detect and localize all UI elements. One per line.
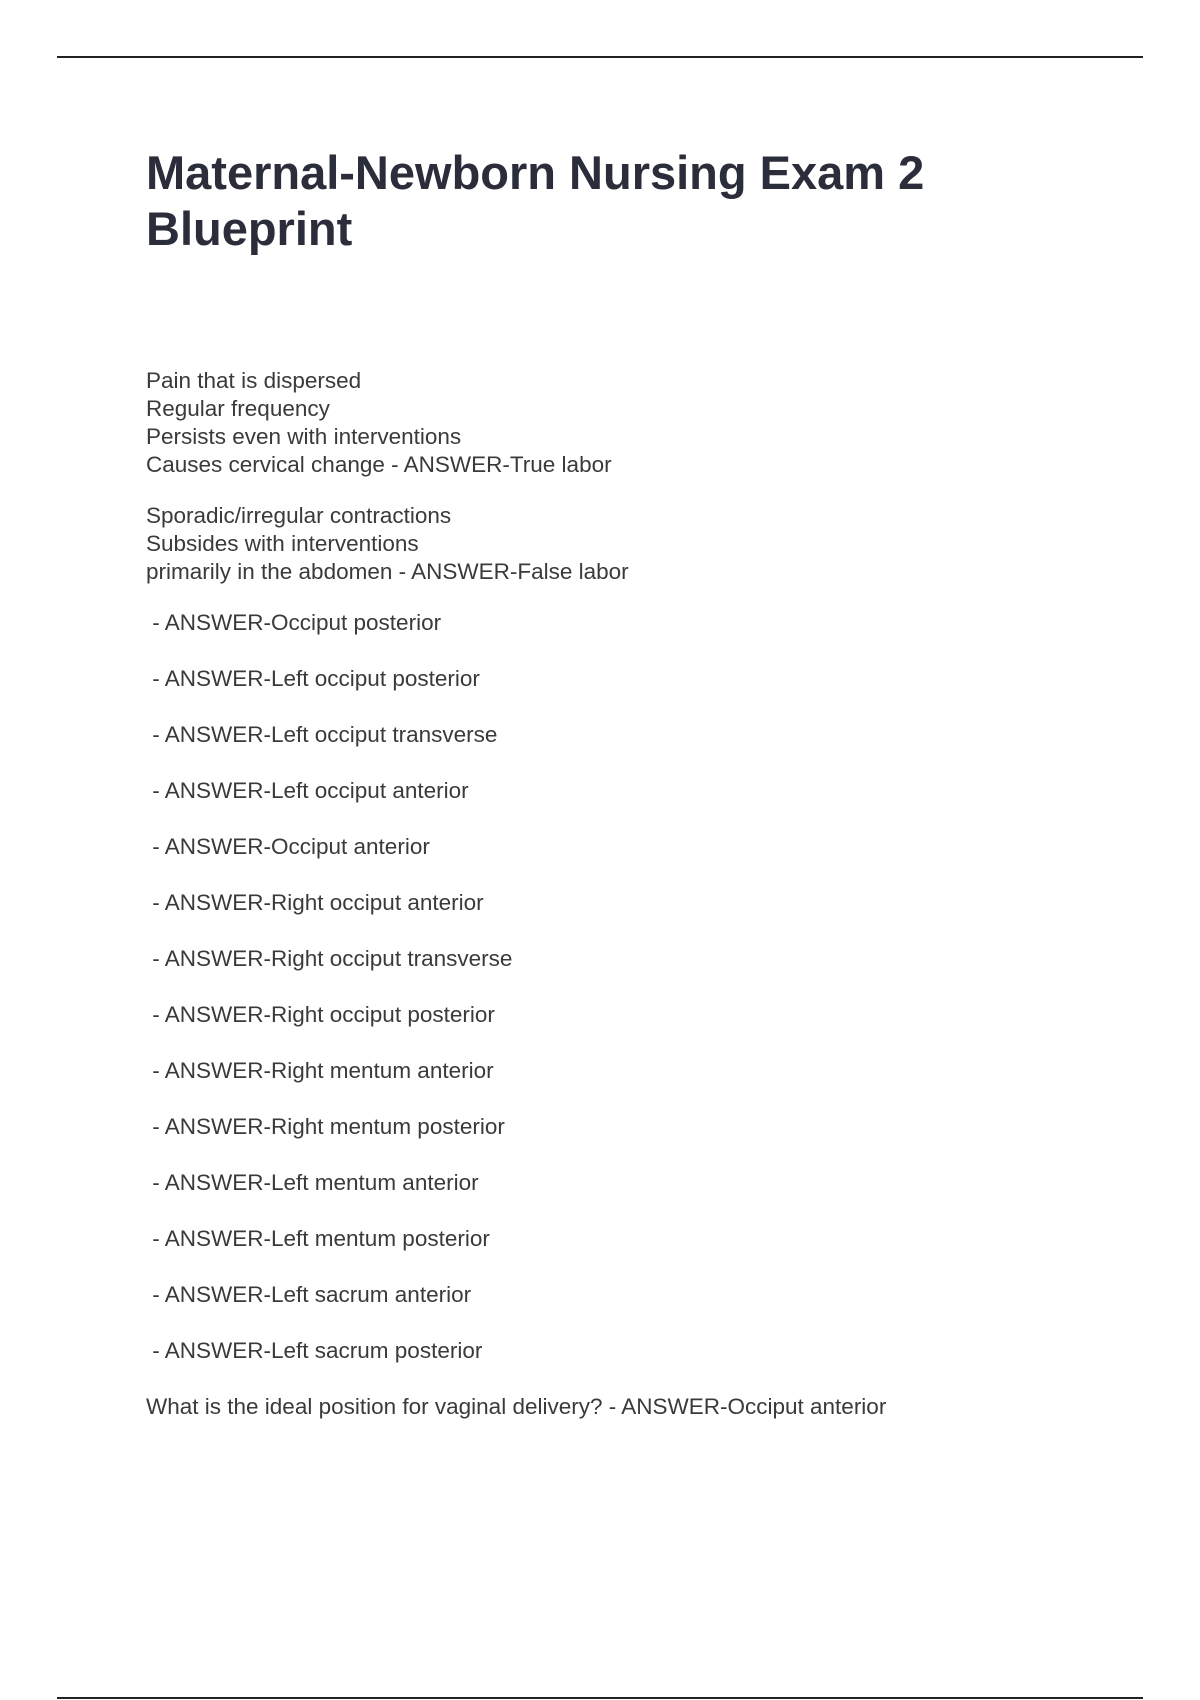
qa-line: - ANSWER-Right occiput transverse [146,946,513,971]
qa-line: - ANSWER-Left sacrum anterior [146,1282,472,1307]
qa-line: - ANSWER-Right occiput posterior [146,1002,495,1027]
qa-line: Causes cervical change - ANSWER-True labor [146,452,612,477]
qa-item [146,1057,1106,1085]
bottom-rule [57,1697,1143,1699]
qa-line: What is the ideal position for vaginal delivery? - ANSWER-Occiput anterior [146,1394,887,1419]
document-title [146,145,1106,257]
qa-line: Sporadic/irregular contractions [146,503,452,528]
qa-line: Regular frequency [146,396,330,421]
qa-item [146,833,1106,861]
qa-line: - ANSWER-Right mentum posterior [146,1114,505,1139]
title-line-2: Blueprint [146,202,353,255]
qa-item [146,502,1106,586]
qa-item [146,945,1106,973]
qa-item [146,665,1106,693]
qa-item [146,1001,1106,1029]
qa-line: Pain that is dispersed [146,368,362,393]
document-content [146,145,1106,1449]
qa-item [146,1169,1106,1197]
qa-line: - ANSWER-Left mentum anterior [146,1170,479,1195]
qa-item [146,1393,1106,1421]
qa-item [146,1337,1106,1365]
qa-item [146,1281,1106,1309]
qa-item [146,1113,1106,1141]
qa-line: - ANSWER-Occiput anterior [146,834,430,859]
top-rule [57,56,1143,58]
qa-line: - ANSWER-Left mentum posterior [146,1226,490,1251]
qa-item [146,609,1106,637]
qa-line: - ANSWER-Right occiput anterior [146,890,484,915]
title-line-1: Maternal-Newborn Nursing Exam 2 [146,146,925,199]
qa-list [146,367,1106,1421]
qa-line: - ANSWER-Left occiput transverse [146,722,498,747]
qa-item [146,367,1106,479]
qa-item [146,1225,1106,1253]
qa-line: - ANSWER-Occiput posterior [146,610,442,635]
qa-line: - ANSWER-Left occiput posterior [146,666,480,691]
qa-line: Subsides with interventions [146,531,419,556]
qa-item [146,777,1106,805]
qa-line: primarily in the abdomen - ANSWER-False labor [146,559,629,584]
qa-line: - ANSWER-Left occiput anterior [146,778,469,803]
qa-line: Persists even with interventions [146,424,462,449]
qa-item [146,721,1106,749]
qa-line: - ANSWER-Right mentum anterior [146,1058,494,1083]
qa-item [146,889,1106,917]
qa-line: - ANSWER-Left sacrum posterior [146,1338,483,1363]
